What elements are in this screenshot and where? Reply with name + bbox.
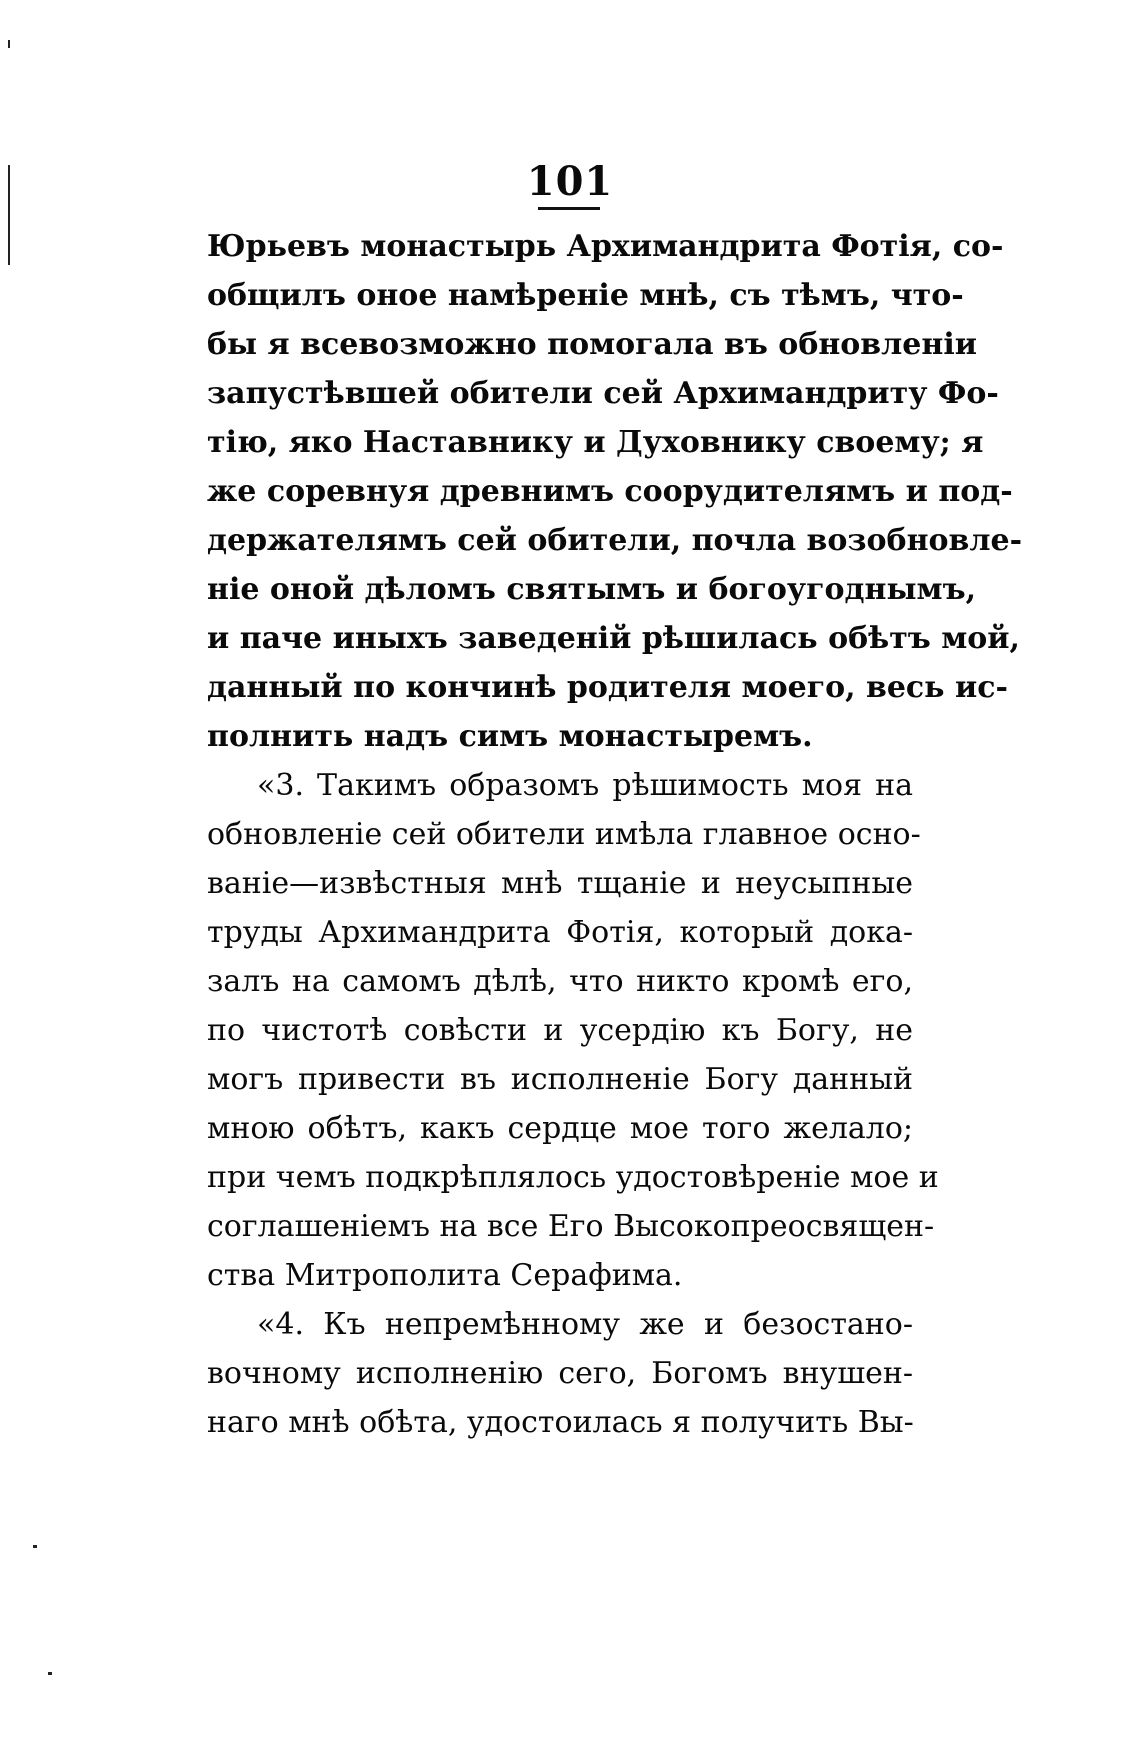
text-line: ваніе—извѣстныя мнѣ тщаніе и неусыпные — [207, 866, 913, 901]
text-line: вочному исполненію сего, Богомъ внушен- — [207, 1356, 913, 1391]
text-line: же соревнуя древнимъ соорудителямъ и под- — [207, 474, 1013, 509]
paragraph-2 — [207, 761, 939, 1300]
text-line: ніе оной дѣломъ святымъ и богоугоднымъ, — [207, 572, 977, 607]
text-line: по чистотѣ совѣсти и усердію къ Богу, не — [207, 1013, 913, 1048]
text-line: держателямъ сей обители, почла возобновле- — [207, 523, 1023, 558]
text-line: наго мнѣ обѣта, удостоилась я получить Вы- — [207, 1405, 914, 1440]
text-line: данный по кончинѣ родителя моего, весь ис- — [207, 670, 1008, 705]
text-line: при чемъ подкрѣплялось удостовѣреніе мое и — [207, 1160, 939, 1195]
text-line: труды Архимандрита Фотія, который дока- — [207, 915, 913, 950]
text-line: запустѣвшей обители сей Архимандриту Фо- — [207, 376, 999, 411]
paragraph-3 — [207, 1300, 913, 1447]
text-line: общилъ оное намѣреніе мнѣ, съ тѣмъ, что- — [207, 278, 964, 313]
text-line: соглашеніемъ на все Его Высокопреосвящен- — [207, 1209, 935, 1244]
text-line: Юрьевъ монастырь Архимандрита Фотія, со- — [207, 229, 1004, 264]
text-line: тію, яко Наставнику и Духовнику своему; я — [207, 425, 984, 460]
text-line: полнить надъ симъ монастыремъ. — [207, 719, 813, 754]
scan-mark — [8, 40, 10, 48]
text-line: обновленіе сей обители имѣла главное осно- — [207, 817, 921, 852]
text-line: могъ привести въ исполненіе Богу данный — [207, 1062, 913, 1097]
scan-mark — [48, 1672, 52, 1675]
body-text — [207, 222, 1023, 1447]
text-line: бы я всевозможно помогала въ обновленіи — [207, 327, 977, 362]
scan-mark — [33, 1545, 37, 1548]
text-line: мною обѣтъ, какъ сердце мое того желало; — [207, 1111, 913, 1146]
text-line: «3. Такимъ образомъ рѣшимость моя на — [257, 768, 913, 803]
paragraph-1 — [207, 222, 1023, 761]
text-line: ства Митрополита Серафима. — [207, 1258, 683, 1293]
page-number-rule — [538, 207, 600, 210]
text-line: «4. Къ непремѣнному же и безостано- — [257, 1307, 913, 1342]
scan-mark — [8, 165, 10, 265]
text-line: залъ на самомъ дѣлѣ, что никто кромѣ его, — [207, 964, 913, 999]
page-number: 101 — [526, 158, 614, 205]
text-line: и паче иныхъ заведеній рѣшилась обѣтъ мой, — [207, 621, 1021, 656]
